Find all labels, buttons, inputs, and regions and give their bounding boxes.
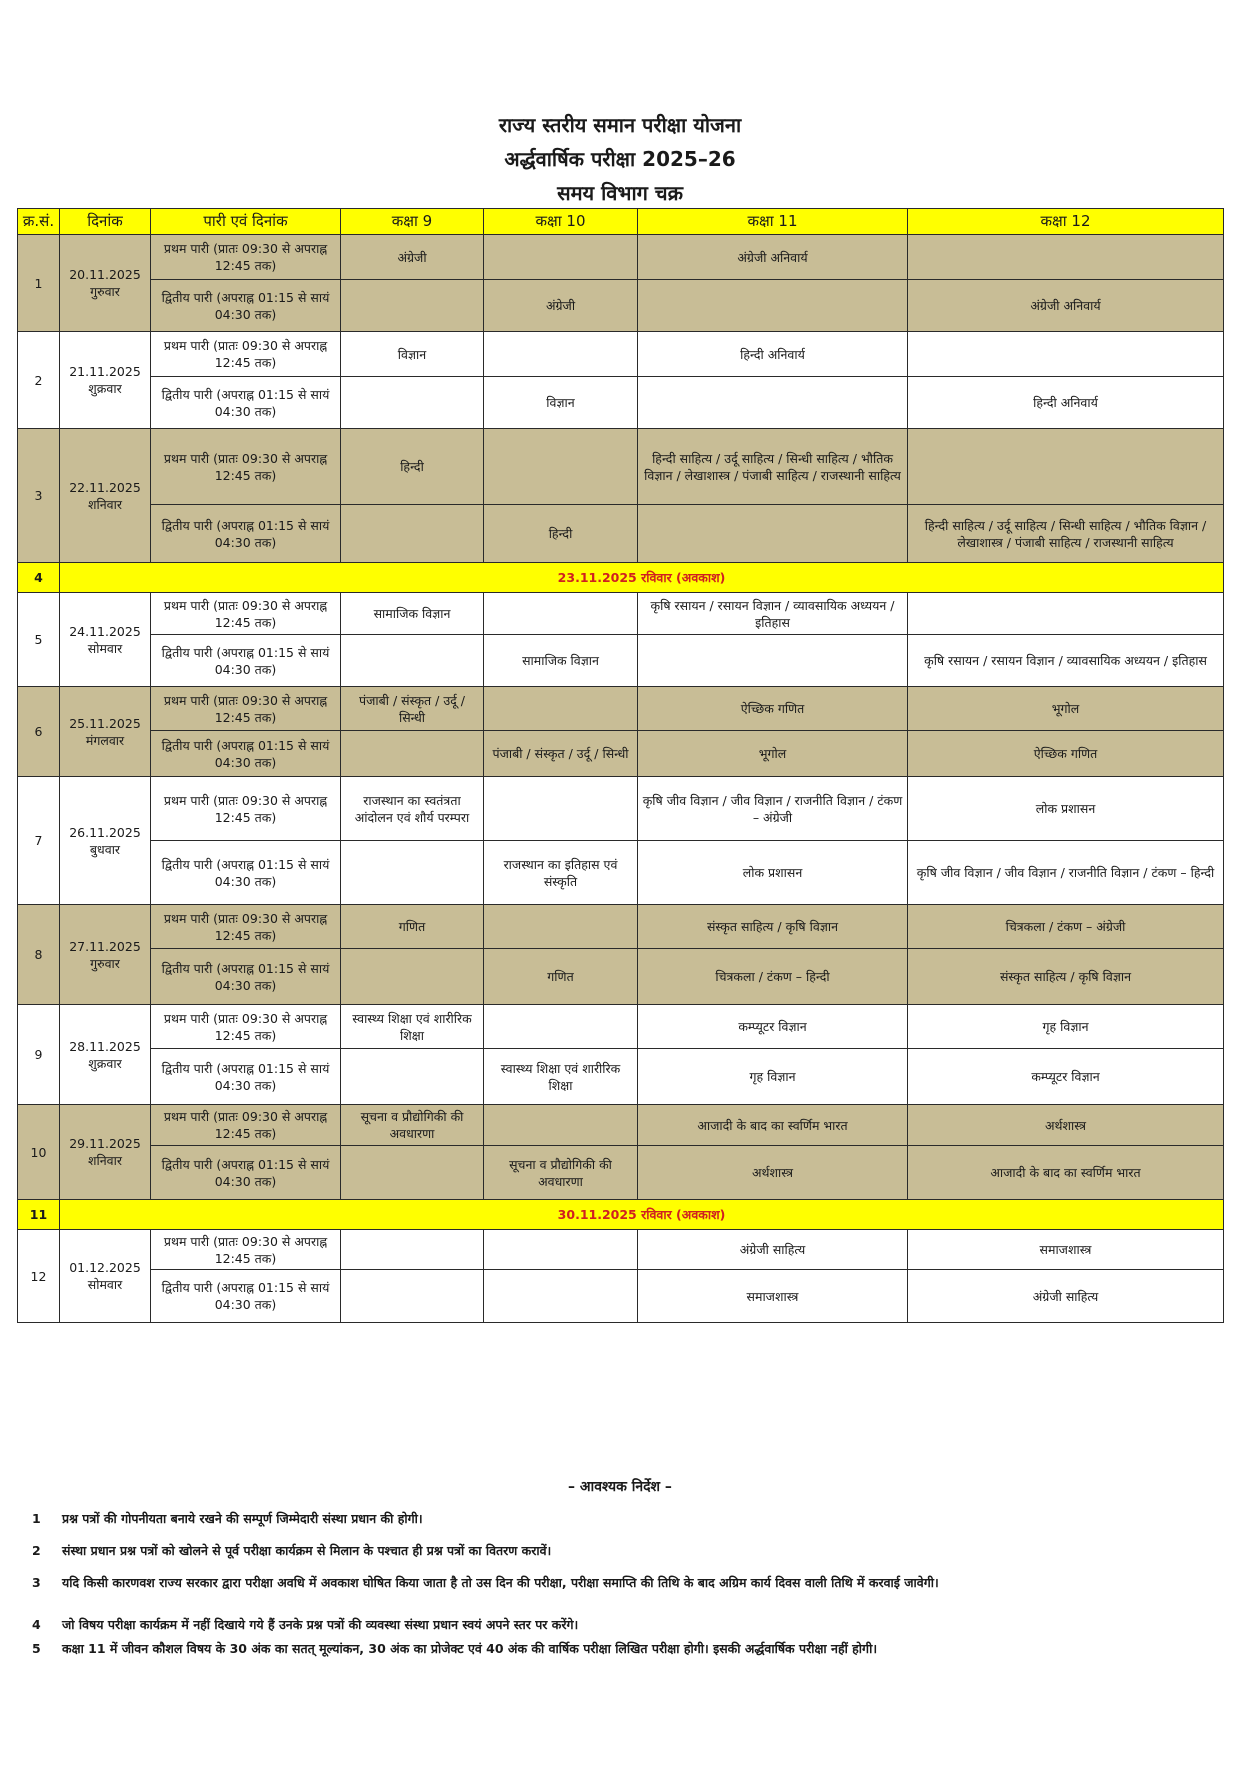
subject-cell: हिन्दी अनिवार्य [638,332,908,377]
subject-cell: पंजाबी / संस्कृत / उर्दू / सिन्धी [484,731,638,777]
subject-cell [484,1005,638,1049]
subject-cell [908,429,1224,505]
subject-cell [484,235,638,280]
subject-cell: गणित [341,905,484,949]
subject-cell [341,1270,484,1323]
subject-cell: संस्कृत साहित्य / कृषि विज्ञान [908,949,1224,1005]
exam-weekday: शनिवार [88,496,122,512]
note-number: 3 [32,1575,41,1590]
subject-cell [908,332,1224,377]
shift-label: प्रथम पारी (प्रातः 09:30 से अपराह्न 12:45 तक) [151,235,341,280]
shift-label: द्वितीय पारी (अपराह्न 01:15 से सायं 04:30 तक) [151,1049,341,1105]
subject-cell: कृषि रसायन / रसायन विज्ञान / व्यावसायिक अध्ययन / इतिहास [908,635,1224,687]
subject-cell [484,1230,638,1270]
document-header [0,108,1240,210]
subject-cell: हिन्दी अनिवार्य [908,377,1224,429]
shift-label: प्रथम पारी (प्रातः 09:30 से अपराह्न 12:45 तक) [151,687,341,731]
subject-cell: अर्थशास्त्र [908,1105,1224,1146]
exam-row-shift1 [18,777,1224,841]
note-number: 2 [32,1543,41,1558]
serial-number: 10 [18,1105,60,1200]
exam-weekday: बुधवार [89,841,121,857]
subject-cell: भूगोल [638,731,908,777]
exam-row-shift1 [18,1005,1224,1049]
note-text: जो विषय परीक्षा कार्यक्रम में नहीं दिखाये गये हैं उनके प्रश्न पत्रों की व्यवस्था संस्था प्रधान स्वयं अपने स्तर पर करेंगे। [62,1617,579,1632]
subject-cell: लोक प्रशासन [908,777,1224,841]
subject-cell: स्वास्थ्य शिक्षा एवं शारीरिक शिक्षा [341,1005,484,1049]
exam-title: अर्द्धवार्षिक परीक्षा 2025–26 [504,147,736,171]
note-number: 5 [32,1641,41,1656]
col-header-class11: कक्षा 11 [638,209,908,235]
exam-date-cell [60,1105,151,1200]
shift-label: प्रथम पारी (प्रातः 09:30 से अपराह्न 12:45 तक) [151,905,341,949]
shift-label: द्वितीय पारी (अपराह्न 01:15 से सायं 04:30 तक) [151,1146,341,1200]
exam-date: 22.11.2025 [69,479,141,495]
exam-row-shift2 [18,949,1224,1005]
subject-cell: समाजशास्त्र [908,1230,1224,1270]
subject-cell: ऐच्छिक गणित [908,731,1224,777]
note-item [32,1510,423,1527]
exam-row-shift2 [18,505,1224,563]
exam-row-shift1 [18,593,1224,635]
subject-cell: विज्ञान [484,377,638,429]
subject-cell [341,377,484,429]
subject-cell: संस्कृत साहित्य / कृषि विज्ञान [638,905,908,949]
scheme-title: राज्य स्तरीय समान परीक्षा योजना [498,113,742,137]
subject-cell [484,905,638,949]
subject-cell: राजस्थान का स्वतंत्रता आंदोलन एवं शौर्य परम्परा [341,777,484,841]
exam-date-cell [60,593,151,687]
subject-cell [908,593,1224,635]
exam-row-shift1 [18,429,1224,505]
subject-cell: स्वास्थ्य शिक्षा एवं शारीरिक शिक्षा [484,1049,638,1105]
subject-cell: गृह विज्ञान [908,1005,1224,1049]
subject-cell [341,1049,484,1105]
header-row [18,209,1224,235]
subject-cell: कृषि जीव विज्ञान / जीव विज्ञान / राजनीति विज्ञान / टंकण – अंग्रेजी [638,777,908,841]
exam-row-shift2 [18,1270,1224,1323]
exam-weekday: शनिवार [88,1153,122,1168]
col-header-class9: कक्षा 9 [341,209,484,235]
shift-label: प्रथम पारी (प्रातः 09:30 से अपराह्न 12:45 तक) [151,777,341,841]
serial-number: 1 [18,235,60,332]
subject-cell: कम्प्यूटर विज्ञान [908,1049,1224,1105]
shift-label: प्रथम पारी (प्रातः 09:30 से अपराह्न 12:45 तक) [151,332,341,377]
subject-cell [638,280,908,332]
subject-cell [341,1230,484,1270]
subject-cell: चित्रकला / टंकण – हिन्दी [638,949,908,1005]
holiday-row [18,563,1224,593]
shift-label: प्रथम पारी (प्रातः 09:30 से अपराह्न 12:45 तक) [151,1230,341,1270]
exam-date: 24.11.2025 [69,623,141,639]
holiday-label: 23.11.2025 रविवार (अवकाश) [60,563,1224,593]
subject-cell [341,841,484,905]
subject-cell: कृषि जीव विज्ञान / जीव विज्ञान / राजनीति विज्ञान / टंकण – हिन्दी [908,841,1224,905]
subject-cell: विज्ञान [341,332,484,377]
exam-row-shift2 [18,1146,1224,1200]
note-number: 1 [32,1511,41,1526]
note-item [32,1574,939,1591]
subject-cell: अंग्रेजी [341,235,484,280]
subject-cell: राजस्थान का इतिहास एवं संस्कृति [484,841,638,905]
exam-row-shift1 [18,687,1224,731]
exam-date-cell [60,429,151,563]
note-item [32,1542,551,1559]
serial-number: 2 [18,332,60,429]
subject-cell: अर्थशास्त्र [638,1146,908,1200]
shift-label: द्वितीय पारी (अपराह्न 01:15 से सायं 04:30 तक) [151,377,341,429]
shift-label: द्वितीय पारी (अपराह्न 01:15 से सायं 04:30 तक) [151,841,341,905]
exam-weekday: सोमवार [87,1277,123,1292]
serial-number: 8 [18,905,60,1005]
note-text: यदि किसी कारणवश राज्य सरकार द्वारा परीक्षा अवधि में अवकाश घोषित किया जाता है तो उस दिन की परीक्षा, परीक्षा समाप्ति की तिथि के बाद अग्रिम कार्य दिवस वाली तिथि में करवाई जावेगी। [62,1575,939,1590]
exam-date-cell [60,905,151,1005]
subject-cell: आजादी के बाद का स्वर्णिम भारत [638,1105,908,1146]
timetable [17,208,1224,1323]
shift-label: द्वितीय पारी (अपराह्न 01:15 से सायं 04:30 तक) [151,731,341,777]
note-text: कक्षा 11 में जीवन कौशल विषय के 30 अंक का सतत् मूल्यांकन, 30 अंक का प्रोजेक्ट एवं 40 अंक की वार्षिक परीक्षा लिखित परीक्षा होगी। इसकी अर्द्धवार्षिक परीक्षा नहीं होगी। [62,1641,878,1656]
subject-cell: समाजशास्त्र [638,1270,908,1323]
exam-date-cell [60,1230,151,1323]
note-number: 4 [32,1617,41,1632]
note-item [32,1640,877,1657]
subject-cell [484,429,638,505]
exam-date-cell [60,1005,151,1105]
subject-cell [484,1270,638,1323]
exam-weekday: शुक्रवार [88,381,122,396]
subject-cell: पंजाबी / संस्कृत / उर्दू / सिन्धी [341,687,484,731]
col-header-class12: कक्षा 12 [908,209,1224,235]
exam-date: 28.11.2025 [69,1038,141,1054]
shift-label: द्वितीय पारी (अपराह्न 01:15 से सायं 04:30 तक) [151,635,341,687]
exam-row-shift1 [18,905,1224,949]
exam-date-cell [60,235,151,332]
subject-cell: अंग्रेजी साहित्य [908,1270,1224,1323]
timetable-body [18,235,1224,1323]
shift-label: प्रथम पारी (प्रातः 09:30 से अपराह्न 12:45 तक) [151,429,341,505]
exam-weekday: गुरुवार [90,284,120,299]
exam-row-shift2 [18,280,1224,332]
note-item [32,1616,578,1633]
exam-row-shift2 [18,635,1224,687]
subject-cell: अंग्रेजी अनिवार्य [908,280,1224,332]
note-text: संस्था प्रधान प्रश्न पत्रों को खोलने से पूर्व परीक्षा कार्यक्रम से मिलान के पश्चात ही प्रश्न पत्रों का वितरण करावें। [62,1543,552,1558]
shift-label: प्रथम पारी (प्रातः 09:30 से अपराह्न 12:45 तक) [151,1005,341,1049]
exam-date-cell [60,777,151,905]
subject-cell: ऐच्छिक गणित [638,687,908,731]
serial-number: 11 [18,1200,60,1230]
subject-cell: अंग्रेजी [484,280,638,332]
serial-number: 3 [18,429,60,563]
subject-cell: कम्प्यूटर विज्ञान [638,1005,908,1049]
subject-cell: हिन्दी साहित्य / उर्दू साहित्य / सिन्धी साहित्य / भौतिक विज्ञान / लेखाशास्त्र / पंजाबी साहित्य / राजस्थानी साहित्य [908,505,1224,563]
holiday-row [18,1200,1224,1230]
subject-cell: गृह विज्ञान [638,1049,908,1105]
subject-cell [341,949,484,1005]
exam-date-cell [60,332,151,429]
subject-cell [638,635,908,687]
subject-cell: चित्रकला / टंकण – अंग्रेजी [908,905,1224,949]
exam-date: 01.12.2025 [69,1260,141,1275]
exam-row-shift2 [18,1049,1224,1105]
subject-cell: लोक प्रशासन [638,841,908,905]
subject-cell [484,1105,638,1146]
subject-cell [341,280,484,332]
subject-cell: सूचना व प्रौद्योगिकी की अवधारणा [341,1105,484,1146]
subject-cell: हिन्दी [484,505,638,563]
exam-row-shift2 [18,841,1224,905]
subject-cell: सूचना व प्रौद्योगिकी की अवधारणा [484,1146,638,1200]
exam-row-shift1 [18,332,1224,377]
subject-cell [341,635,484,687]
exam-row-shift1 [18,235,1224,280]
exam-row-shift2 [18,377,1224,429]
subject-cell: सामाजिक विज्ञान [341,593,484,635]
exam-date: 21.11.2025 [69,364,141,379]
subject-cell: कृषि रसायन / रसायन विज्ञान / व्यावसायिक अध्ययन / इतिहास [638,593,908,635]
exam-date: 25.11.2025 [69,715,141,731]
exam-weekday: मंगलवार [85,732,125,748]
subject-cell: भूगोल [908,687,1224,731]
subject-cell [484,687,638,731]
serial-number: 6 [18,687,60,777]
exam-weekday: गुरुवार [90,955,120,971]
subject-cell: हिन्दी [341,429,484,505]
notes-heading: – आवश्यक निर्देश – [568,1479,672,1495]
col-header-sn: क्र.सं. [18,209,60,235]
shift-label: द्वितीय पारी (अपराह्न 01:15 से सायं 04:30 तक) [151,1270,341,1323]
shift-label: प्रथम पारी (प्रातः 09:30 से अपराह्न 12:45 तक) [151,593,341,635]
subject-cell [341,731,484,777]
subject-cell: हिन्दी साहित्य / उर्दू साहित्य / सिन्धी साहित्य / भौतिक विज्ञान / लेखाशास्त्र / पंजाबी साहित्य / राजस्थानी साहित्य [638,429,908,505]
subject-cell [638,377,908,429]
holiday-label: 30.11.2025 रविवार (अवकाश) [60,1200,1224,1230]
shift-label: द्वितीय पारी (अपराह्न 01:15 से सायं 04:30 तक) [151,949,341,1005]
timetable-title: समय विभाग चक्र [557,181,683,205]
shift-label: प्रथम पारी (प्रातः 09:30 से अपराह्न 12:45 तक) [151,1105,341,1146]
subject-cell [638,505,908,563]
serial-number: 7 [18,777,60,905]
serial-number: 4 [18,563,60,593]
exam-date: 29.11.2025 [69,1136,141,1151]
subject-cell: गणित [484,949,638,1005]
subject-cell: अंग्रेजी साहित्य [638,1230,908,1270]
col-header-date: दिनांक [60,209,151,235]
exam-row-shift2 [18,731,1224,777]
shift-label: द्वितीय पारी (अपराह्न 01:15 से सायं 04:30 तक) [151,505,341,563]
col-header-shift: पारी एवं दिनांक [151,209,341,235]
subject-cell [484,332,638,377]
exam-weekday: शुक्रवार [88,1055,122,1071]
exam-date: 27.11.2025 [69,938,141,954]
exam-row-shift1 [18,1230,1224,1270]
exam-date-cell [60,687,151,777]
note-text: प्रश्न पत्रों की गोपनीयता बनाये रखने की सम्पूर्ण जिम्मेदारी संस्था प्रधान की होगी। [62,1511,423,1526]
subject-cell [908,235,1224,280]
exam-date: 20.11.2025 [69,267,141,282]
exam-row-shift1 [18,1105,1224,1146]
exam-weekday: सोमवार [87,640,123,656]
exam-date: 26.11.2025 [69,824,141,840]
shift-label: द्वितीय पारी (अपराह्न 01:15 से सायं 04:30 तक) [151,280,341,332]
subject-cell [484,777,638,841]
col-header-class10: कक्षा 10 [484,209,638,235]
serial-number: 12 [18,1230,60,1323]
subject-cell [341,1146,484,1200]
subject-cell: सामाजिक विज्ञान [484,635,638,687]
subject-cell [484,593,638,635]
subject-cell [341,505,484,563]
subject-cell: आजादी के बाद का स्वर्णिम भारत [908,1146,1224,1200]
serial-number: 9 [18,1005,60,1105]
subject-cell: अंग्रेजी अनिवार्य [638,235,908,280]
serial-number: 5 [18,593,60,687]
